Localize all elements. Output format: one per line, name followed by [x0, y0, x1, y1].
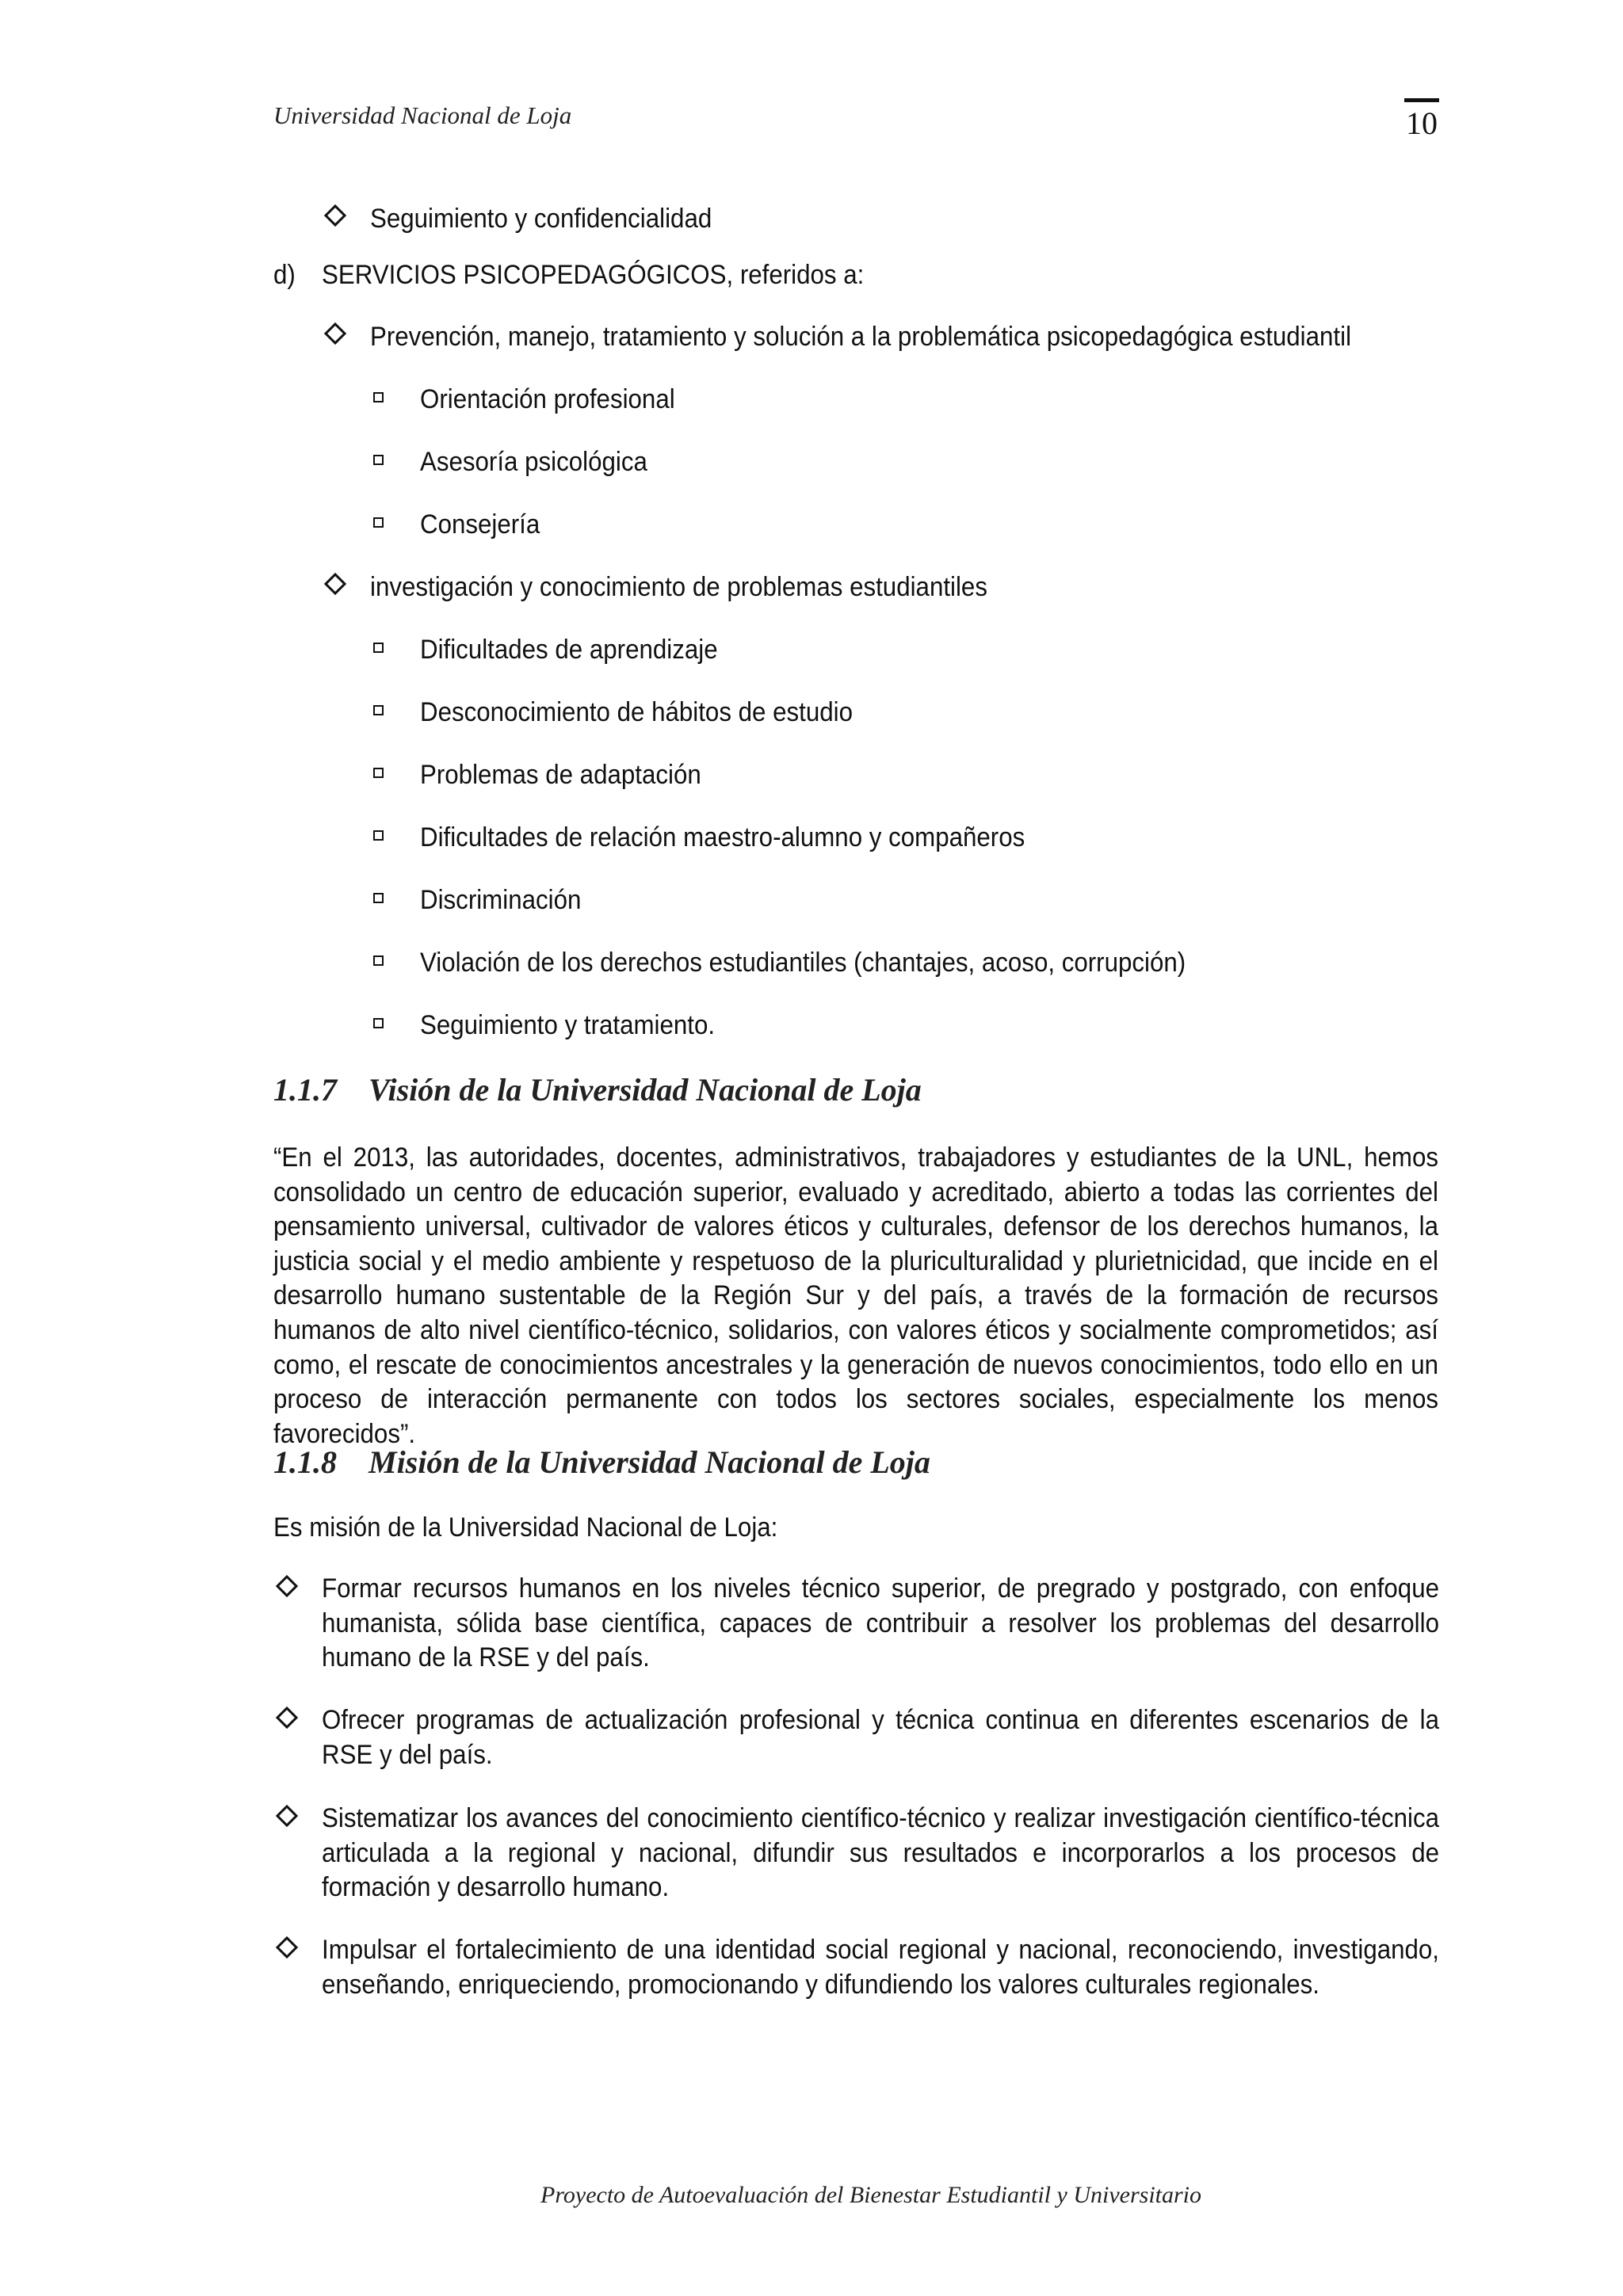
- sub-item: Dificultades de relación maestro-alumno y compañeros: [420, 822, 1025, 852]
- square-bullet-icon: [373, 768, 384, 778]
- sub-item: Asesoría psicológica: [420, 447, 647, 477]
- page-number: 10: [1406, 105, 1438, 141]
- sub-item: Problemas de adaptación: [420, 760, 701, 790]
- square-bullet-icon: [373, 830, 384, 841]
- group-label: Prevención, manejo, tratamiento y solución a la problemática psicopedagógica estudiantil: [370, 322, 1352, 352]
- running-header: Universidad Nacional de Loja: [273, 101, 572, 129]
- group-label: investigación y conocimiento de problemas estudiantiles: [370, 572, 987, 602]
- mision-item: [322, 1703, 1439, 1772]
- heading-title: Visión de la Universidad Nacional de Loja: [369, 1072, 922, 1108]
- mision-item: [322, 1802, 1439, 1905]
- square-bullet-icon: [373, 1018, 384, 1028]
- mision-item-text: Impulsar el fortalecimiento de una identidad social regional y nacional, reconociendo, investigando, enseñando, enriqueciendo, promocionando y difundiendo los valores culturales regionales.: [322, 1935, 1439, 2000]
- mision-item: [322, 1933, 1439, 2002]
- mision-item: [322, 1572, 1439, 1676]
- diamond-bullet-icon: [276, 1805, 298, 1827]
- heading-number: 1.1.7: [273, 1072, 337, 1108]
- diamond-bullet-icon: [276, 1936, 298, 1958]
- vision-text: “En el 2013, las autoridades, docentes, administrativos, trabajadores y estudiantes de la UNL, hemos consolidado un centro de educación superior, evaluado y acreditado, abierto a todas las corrientes del pensamiento universal, cultivador de valores éticos y culturales, defensor de los derechos humanos, la justicia social y el medio ambiente y respetuoso de la pluriculturalidad y plurietnicidad, que incide en el desarrollo humano sustentable de la Región Sur y del país, a través de la formación de recursos humanos de alto nivel científico-técnico, solidarios, con valores éticos y socialmente comprometidos; así como, el rescate de conocimientos ancestrales y la generación de nuevos conocimientos, todo ello en un proceso de interacción permanente con todos los sectores sociales, especialmente los menos favorecidos”.: [273, 1142, 1438, 1449]
- list-item: Seguimiento y confidencialidad: [370, 204, 712, 234]
- square-bullet-icon: [373, 955, 384, 966]
- section-heading-mision: [273, 1444, 930, 1481]
- section-marker: d): [273, 260, 296, 290]
- mision-item-text: Formar recursos humanos en los niveles técnico superior, de pregrado y postgrado, con enfoque humanista, sólida base científica, capaces de contribuir a resolver los problemas del desarrollo humano de la RSE y del país.: [322, 1573, 1439, 1673]
- square-bullet-icon: [373, 705, 384, 715]
- sub-item: Orientación profesional: [420, 384, 675, 414]
- diamond-bullet-icon: [276, 1575, 298, 1597]
- sub-item: Desconocimiento de hábitos de estudio: [420, 697, 854, 727]
- mision-item-text: Sistematizar los avances del conocimiento científico-técnico y realizar investigación científico-técnica articulada a la regional y nacional, difundir sus resultados e incorporarlos a los procesos de formación y desarrollo humano.: [322, 1803, 1439, 1903]
- diamond-bullet-icon: [324, 204, 346, 227]
- sub-item: Consejería: [420, 509, 540, 540]
- sub-item: Dificultades de aprendizaje: [420, 635, 718, 665]
- square-bullet-icon: [373, 392, 384, 402]
- sub-item: Violación de los derechos estudiantiles (chantajes, acoso, corrupción): [420, 948, 1186, 978]
- heading-title: Misión de la Universidad Nacional de Loja: [369, 1444, 930, 1480]
- mision-intro: Es misión de la Universidad Nacional de Loja:: [273, 1512, 778, 1543]
- page-number-rule: [1404, 98, 1439, 102]
- heading-number: 1.1.8: [273, 1444, 337, 1480]
- square-bullet-icon: [373, 455, 384, 465]
- square-bullet-icon: [373, 517, 384, 528]
- section-title: SERVICIOS PSICOPEDAGÓGICOS, referidos a:: [322, 260, 865, 290]
- diamond-bullet-icon: [324, 573, 346, 595]
- sub-item: Discriminación: [420, 885, 582, 915]
- diamond-bullet-icon: [276, 1707, 298, 1729]
- square-bullet-icon: [373, 643, 384, 653]
- vision-paragraph: [273, 1141, 1438, 1451]
- sub-item: Seguimiento y tratamiento.: [420, 1010, 716, 1040]
- square-bullet-icon: [373, 893, 384, 903]
- section-heading-vision: [273, 1071, 922, 1108]
- running-footer: Proyecto de Autoevaluación del Bienestar Estudiantil y Universitario: [540, 2182, 1201, 2208]
- diamond-bullet-icon: [324, 322, 346, 345]
- mision-item-text: Ofrecer programas de actualización profesional y técnica continua en diferentes escenarios de la RSE y del país.: [322, 1705, 1439, 1770]
